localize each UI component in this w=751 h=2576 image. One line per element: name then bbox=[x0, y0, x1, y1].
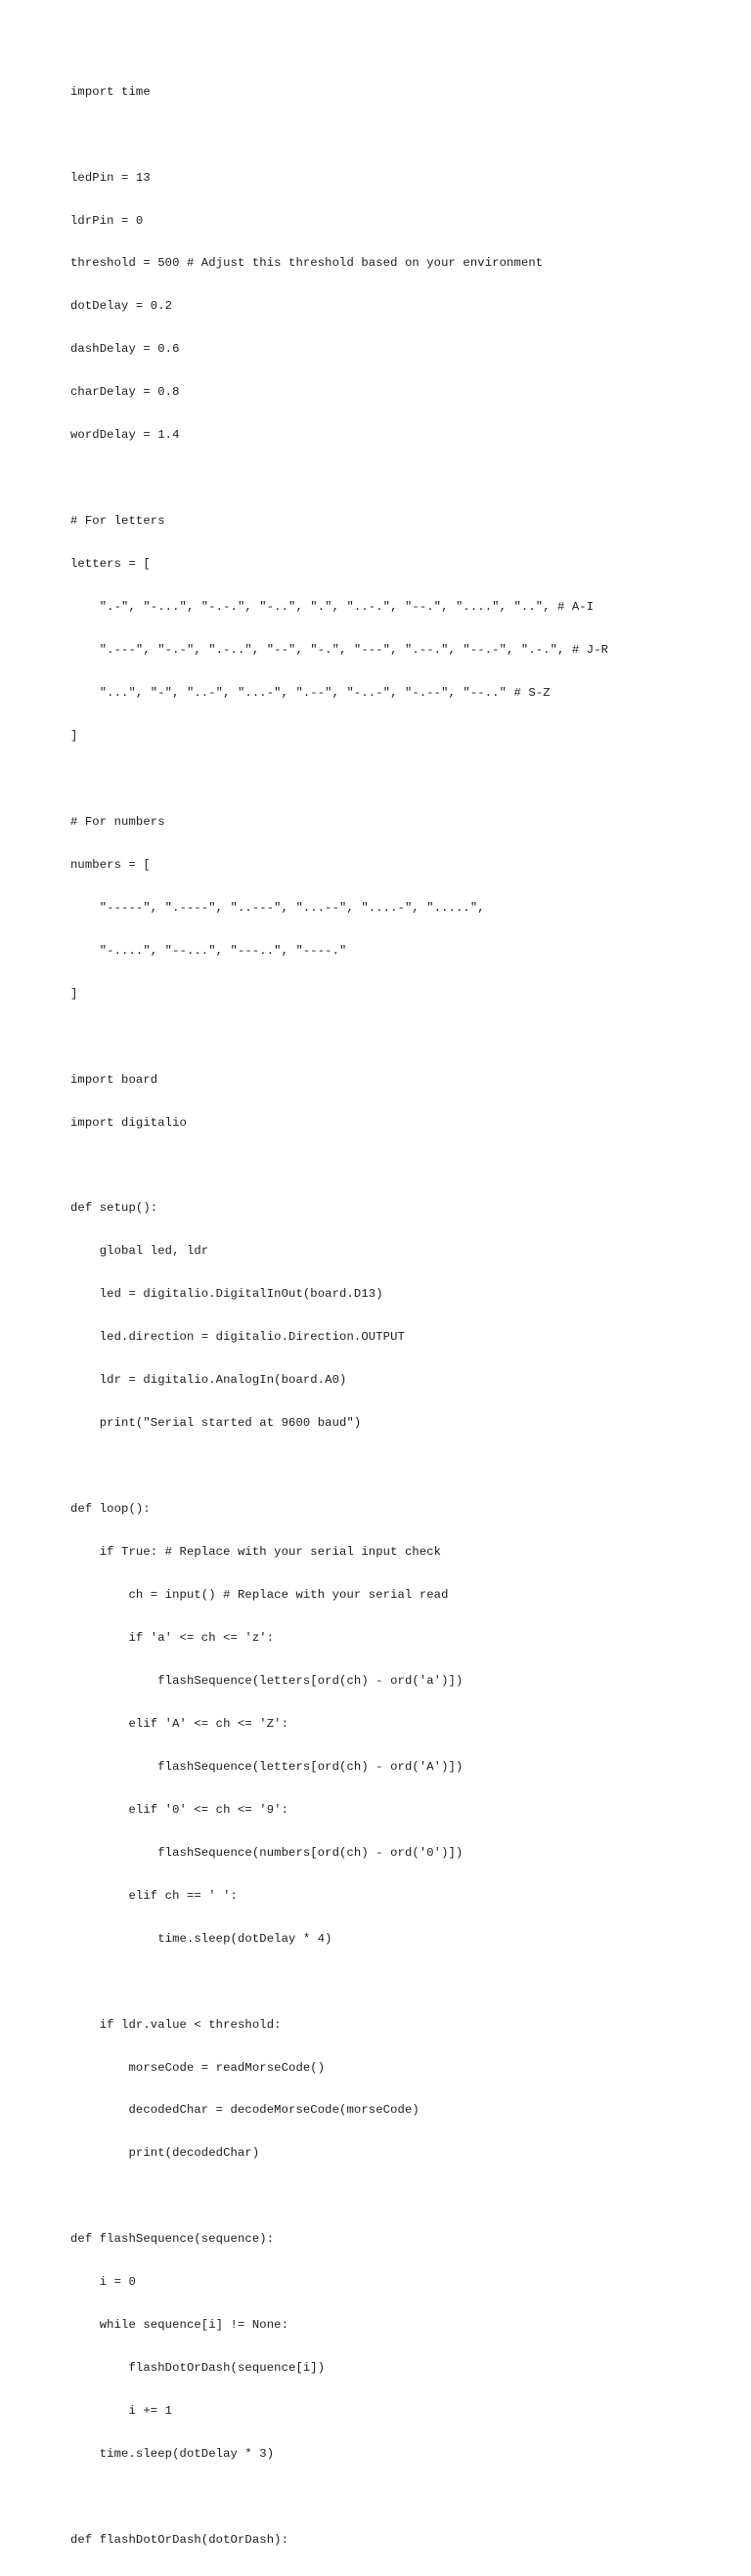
code-line: elif 'A' <= ch <= 'Z': bbox=[70, 1716, 289, 1731]
code-line: global led, ldr bbox=[70, 1244, 209, 1259]
code-listing bbox=[70, 70, 608, 2576]
code-line: i = 0 bbox=[70, 2275, 136, 2290]
code-line: def setup(): bbox=[70, 1201, 158, 1216]
code-line: # For letters bbox=[70, 514, 165, 529]
code-line: "-----", ".----", "..---", "...--", "....-", ".....", bbox=[70, 900, 485, 915]
code-line: dotDelay = 0.2 bbox=[70, 299, 173, 314]
code-line: time.sleep(dotDelay * 4) bbox=[70, 1931, 332, 1946]
code-line bbox=[70, 471, 608, 486]
code-line: # For numbers bbox=[70, 814, 165, 829]
code-line: led.direction = digitalio.Direction.OUTPUT bbox=[70, 1330, 405, 1345]
code-line: ".-", "-...", "-.-.", "-..", ".", "..-.", "--.", "....", "..", # A-I bbox=[70, 600, 595, 615]
code-line: if 'a' <= ch <= 'z': bbox=[70, 1630, 275, 1645]
code-line: ldr = digitalio.AnalogIn(board.A0) bbox=[70, 1373, 347, 1388]
code-line: time.sleep(dotDelay * 3) bbox=[70, 2447, 275, 2462]
code-line bbox=[70, 1975, 608, 1990]
code-line: print(decodedChar) bbox=[70, 2146, 260, 2161]
code-line: print("Serial started at 9600 baud") bbox=[70, 1416, 362, 1431]
code-line: def flashSequence(sequence): bbox=[70, 2232, 275, 2247]
code-line bbox=[70, 128, 608, 143]
code-line: i += 1 bbox=[70, 2404, 173, 2419]
code-line: if True: # Replace with your serial input check bbox=[70, 1545, 442, 1560]
code-line: import board bbox=[70, 1072, 158, 1087]
code-line: elif '0' <= ch <= '9': bbox=[70, 1802, 289, 1817]
code-line: dashDelay = 0.6 bbox=[70, 342, 180, 357]
code-line: ledPin = 13 bbox=[70, 170, 151, 185]
code-line: import digitalio bbox=[70, 1115, 187, 1130]
code-line bbox=[70, 772, 608, 787]
code-line: flashSequence(numbers[ord(ch) - ord('0')]) bbox=[70, 1845, 464, 1860]
code-line: ] bbox=[70, 986, 78, 1001]
code-line: def loop(): bbox=[70, 1502, 151, 1517]
code-line bbox=[70, 1158, 608, 1173]
code-line: flashSequence(letters[ord(ch) - ord('a')]) bbox=[70, 1673, 464, 1688]
code-line: "...", "-", "..-", "...-", ".--", "-..-", "-.--", "--.." # S-Z bbox=[70, 686, 551, 700]
code-line: numbers = [ bbox=[70, 857, 151, 872]
code-line: flashSequence(letters[ord(ch) - ord('A')]) bbox=[70, 1759, 464, 1774]
code-line: decodedChar = decodeMorseCode(morseCode) bbox=[70, 2103, 420, 2118]
code-line: ".---", "-.-", ".-..", "--", "-.", "---", ".--.", "--.-", ".-.", # J-R bbox=[70, 643, 609, 658]
code-line: if ldr.value < threshold: bbox=[70, 2017, 282, 2032]
code-line: letters = [ bbox=[70, 557, 151, 572]
code-line bbox=[70, 1459, 608, 1474]
code-line: flashDotOrDash(sequence[i]) bbox=[70, 2361, 326, 2376]
code-line: "-....", "--...", "---..", "----." bbox=[70, 943, 347, 958]
code-line: def flashDotOrDash(dotOrDash): bbox=[70, 2532, 289, 2547]
code-line bbox=[70, 2490, 608, 2505]
code-line: charDelay = 0.8 bbox=[70, 385, 180, 400]
code-line: ] bbox=[70, 728, 78, 743]
code-line: threshold = 500 # Adjust this threshold based on your environment bbox=[70, 256, 544, 271]
code-line bbox=[70, 2189, 608, 2204]
code-line: ch = input() # Replace with your serial read bbox=[70, 1588, 449, 1603]
code-line: while sequence[i] != None: bbox=[70, 2318, 289, 2333]
code-line: led = digitalio.DigitalInOut(board.D13) bbox=[70, 1287, 383, 1302]
code-line: elif ch == ' ': bbox=[70, 1888, 238, 1903]
code-line bbox=[70, 1030, 608, 1045]
code-line: ldrPin = 0 bbox=[70, 213, 144, 228]
code-line: morseCode = readMorseCode() bbox=[70, 2060, 326, 2075]
code-line: wordDelay = 1.4 bbox=[70, 428, 180, 443]
code-line: import time bbox=[70, 84, 151, 99]
